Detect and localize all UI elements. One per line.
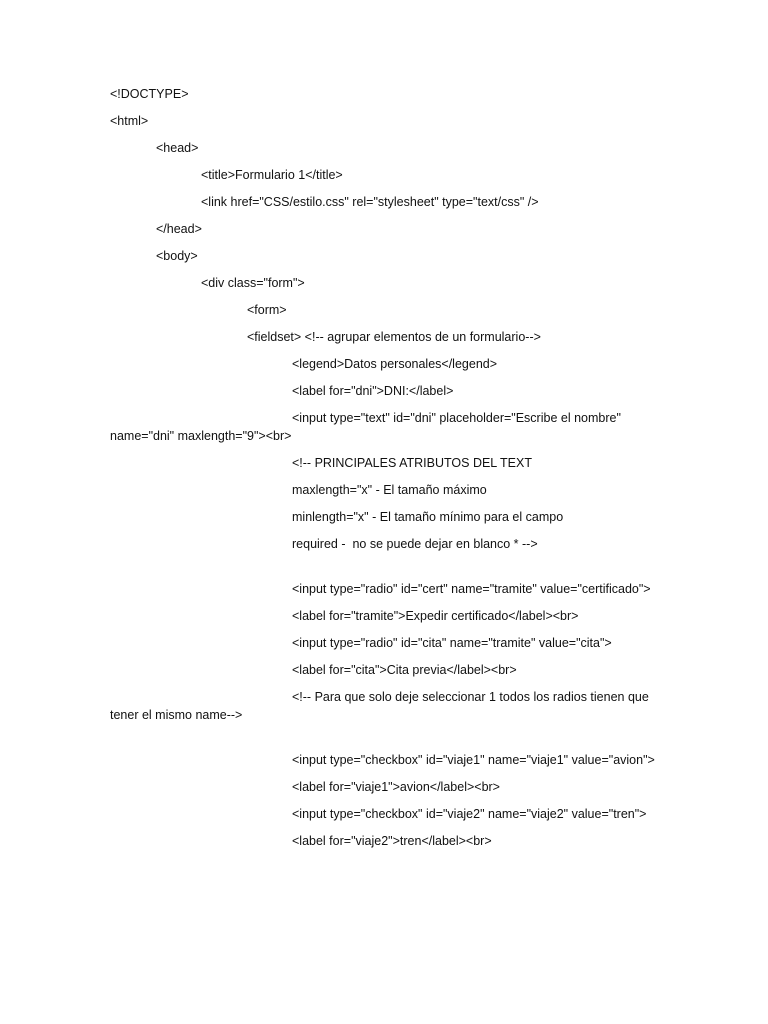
code-line-radio-cita: <input type="radio" id="cita" name="tramite" value="cita"> bbox=[292, 636, 612, 650]
code-line-label-cita: <label for="cita">Cita previa</label><br> bbox=[292, 663, 517, 677]
code-line-checkbox-viaje2: <input type="checkbox" id="viaje2" name="viaje2" value="tren"> bbox=[292, 807, 647, 821]
code-line-title: <title>Formulario 1</title> bbox=[201, 168, 343, 182]
code-line-head-open: <head> bbox=[156, 141, 199, 155]
code-line-comment-attributes: <!-- PRINCIPALES ATRIBUTOS DEL TEXT bbox=[292, 455, 532, 470]
code-listing bbox=[110, 86, 658, 860]
code-line-checkbox-viaje1: <input type="checkbox" id="viaje1" name="viaje1" value="avion"> bbox=[292, 753, 655, 767]
code-line-html-open: <html> bbox=[110, 114, 149, 128]
code-line-form-open: <form> bbox=[247, 303, 287, 317]
code-line-required: required - no se puede dejar en blanco * --> bbox=[292, 536, 538, 551]
code-line-label-tramite: <label for="tramite">Expedir certificado</label><br> bbox=[292, 609, 579, 623]
code-line-legend: <legend>Datos personales</legend> bbox=[292, 357, 498, 371]
code-line-body-open: <body> bbox=[156, 249, 198, 263]
code-line-minlength: minlength="x" - El tamaño mínimo para el campo bbox=[292, 509, 564, 524]
code-line-comment-radios: <!-- Para que solo deje seleccionar 1 todos los radios tienen que tener el mismo name--> bbox=[110, 690, 653, 722]
code-line-link: <link href="CSS/estilo.css" rel="stylesheet" type="text/css" /> bbox=[201, 195, 539, 209]
code-line-doctype: <!DOCTYPE> bbox=[110, 87, 189, 101]
code-line-fieldset: <fieldset> <!-- agrupar elementos de un formulario--> bbox=[247, 330, 541, 344]
code-line-label-viaje2: <label for="viaje2">tren</label><br> bbox=[292, 834, 492, 848]
code-line-label-viaje1: <label for="viaje1">avion</label><br> bbox=[292, 780, 500, 794]
code-line-radio-cert: <input type="radio" id="cert" name="tramite" value="certificado"> bbox=[292, 582, 651, 596]
code-line-head-close: </head> bbox=[156, 222, 202, 236]
code-line-div-form: <div class="form"> bbox=[201, 276, 305, 290]
code-line-label-dni: <label for="dni">DNI:</label> bbox=[292, 384, 454, 398]
code-line-input-dni: <input type="text" id="dni" placeholder="Escribe el nombre" name="dni" maxlength="9"><br> bbox=[110, 411, 625, 443]
code-line-maxlength: maxlength="x" - El tamaño máximo bbox=[292, 482, 487, 497]
